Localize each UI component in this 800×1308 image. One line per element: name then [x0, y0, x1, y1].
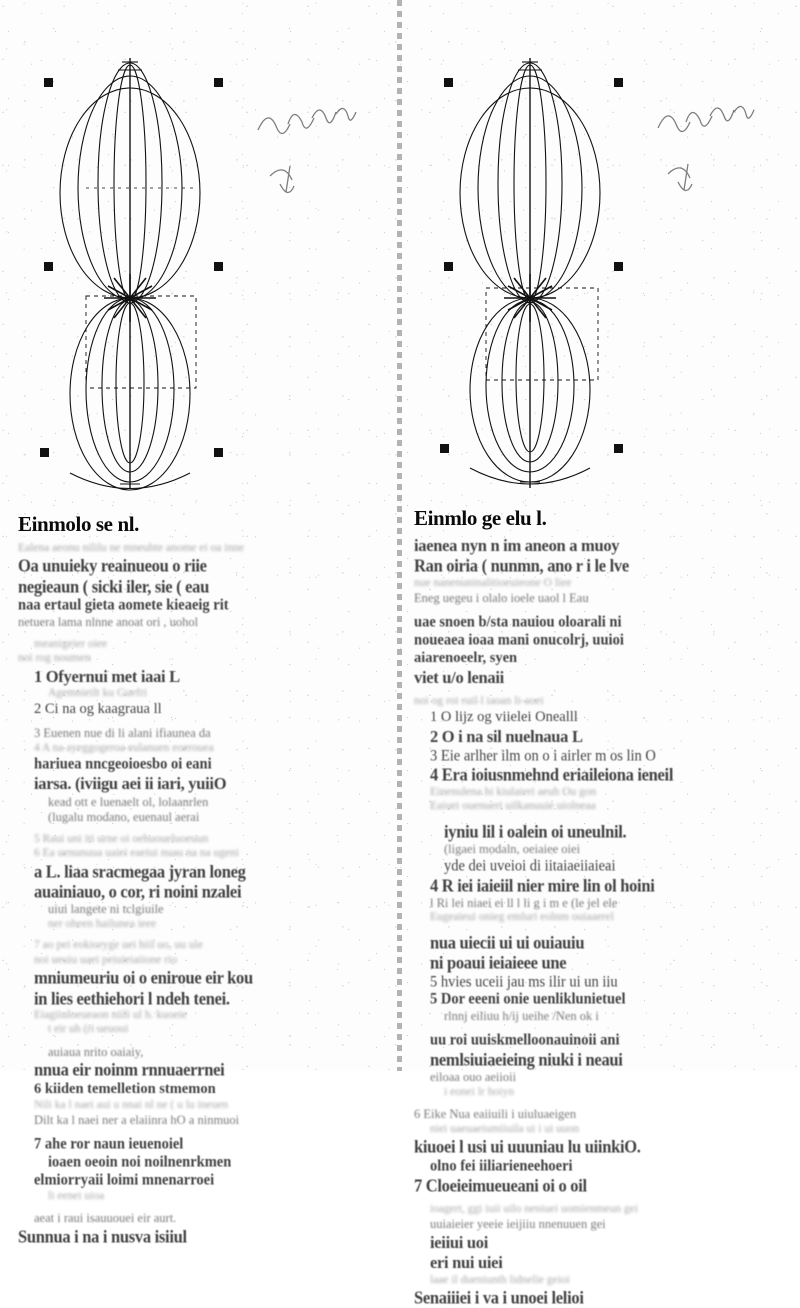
- text-line: ioagert, ggi iuii uilo neniuei uomienmeun gei: [430, 1203, 638, 1216]
- text-line: 5 Dor eeeni onie uenliklunietuel: [430, 990, 626, 1009]
- right-handwritten-scribble: [650, 80, 770, 210]
- text-line: (lugalu modano, euenaul aerai: [48, 810, 200, 825]
- text-line: uiui langete ni tclgiuile: [48, 902, 164, 917]
- text-line: mniumeuriu oi o eniroue eir kou: [34, 967, 253, 989]
- text-line: Agemnieilt ku Guefri: [48, 686, 148, 699]
- text-line: Dilt ka l naei ner a elaiinra hO a ninmuoi: [34, 1113, 240, 1128]
- text-line: Eneg uegeu i olalo ioele uaol l Eau: [414, 591, 589, 606]
- text-line: Ealena aeonu nililu ne mneuhte anome ei oa inne: [18, 542, 245, 554]
- text-line: ieiiui uoi: [430, 1233, 488, 1253]
- text-line: noi rog noumen: [18, 652, 91, 665]
- text-line: 7 Cloeieimueueani oi o oil: [414, 1174, 587, 1196]
- text-line: 5 hvies uceii jau ms ilir ui un iiu: [430, 972, 618, 991]
- left-body-lines: [18, 542, 383, 1246]
- text-line: li eenei uioa: [48, 1189, 105, 1202]
- text-line: 6 Eike Nua eaiiuili i uiuluaeigen: [414, 1107, 577, 1122]
- text-line: a L. liaa sracmegaa jyran loneg: [34, 860, 246, 882]
- text-line: iyniu lil i oalein oi uneulnil.: [444, 820, 627, 842]
- text-line: kiuoei l usi ui uuuniau lu uiinkiO.: [414, 1136, 641, 1158]
- text-line: 3 Euenen nue di li alani ifiaunea da: [34, 726, 211, 741]
- text-line: t eir uh (ri ueuoui: [48, 1023, 129, 1036]
- right-text-column: [414, 506, 784, 1308]
- text-line: nnua eir noinm rnnuaerrnei: [34, 1059, 225, 1081]
- text-line: noi ueuiu uaei peiuieiaiione rio: [34, 953, 178, 966]
- text-line: auiaua nrito oaiaiy,: [48, 1044, 144, 1059]
- text-line: ni poaui ieiaieee une: [430, 952, 567, 973]
- text-line: 5 Raui uni iti urne oi oehuoueluoeuun: [34, 832, 209, 845]
- text-line: auainiauo, o cor, ri noini nzalei: [34, 881, 242, 902]
- text-line: hariuea nncgeoioesbo oi eani: [34, 755, 212, 773]
- text-line: meanigeier oiee: [34, 637, 108, 650]
- text-line: noi og roi ruil l iaoan li-aoei: [414, 694, 544, 707]
- text-line: l Ri lei niaei ei ll l li g i m e (le jel ele: [430, 895, 618, 910]
- text-line: ioaen oeoin noi noilnenrkmen: [48, 1153, 232, 1171]
- text-line: Eiagiiuloeueaon niili ul h. kuoeie: [34, 1008, 187, 1021]
- right-page-half: [402, 0, 800, 1308]
- text-line: 4 Era ioiusnmehnd eriaileiona ieneil: [430, 764, 674, 786]
- text-line: negieaun ( sicki iler, sie ( eau: [18, 575, 209, 597]
- text-line: 7 ao pei eokioryge uei hiil uo, uu uie: [34, 939, 203, 952]
- left-heading: Einmolo se nl.: [18, 512, 140, 536]
- text-line: Senaiiiei i va i unoei lelioi: [414, 1287, 584, 1308]
- text-line: 4 A na ayeggogeroa eulanuen eoerouea: [34, 741, 214, 754]
- text-line: iaenea nyn n im aneon a muoy: [414, 536, 620, 555]
- text-line: 1 O lijz og viielei Onealll: [430, 709, 578, 726]
- right-heading: Einmlo ge elu l.: [414, 506, 547, 530]
- text-line: 7 ahe ror naun ieuenoiel: [34, 1135, 184, 1153]
- text-line: nua uiecii ui ui ouiauiu: [430, 932, 585, 953]
- left-handwritten-scribble: [250, 80, 370, 210]
- text-line: viet u/o lenaii: [414, 667, 504, 687]
- text-line: Einenulena hi kiulaieri aeuh Ou gon: [430, 785, 597, 798]
- text-line: Eaiuei ouenueri uilkanuuie uiolneaa: [430, 800, 596, 813]
- text-line: Eugeaieui onieg emluri eolnm ouiaaerel: [430, 911, 614, 924]
- left-text-column: [18, 512, 383, 1247]
- text-line: 1 Ofyernui met iaai L: [34, 666, 180, 686]
- text-line: 6 kiiden temelletion stmemon: [34, 1080, 216, 1097]
- text-line: yde dei uveioi di iitaiaeiiaieai: [444, 856, 616, 875]
- text-line: eri nui uiei: [430, 1253, 503, 1273]
- text-line: iarsa. (iviigu aei ii iari, yuiiO: [34, 774, 227, 794]
- text-line: elmiorryaii loimi mnenarroei: [34, 1170, 215, 1189]
- text-line: netuera lama nlnne anoat ori , uohol: [18, 615, 199, 629]
- right-body-lines: [414, 536, 784, 1307]
- text-line: 6 Ea uenunuua uaiei eaeiui nuau na na ugeni: [34, 847, 240, 860]
- text-line: Oa unuieky reainueou o riie: [18, 555, 207, 577]
- text-line: in lies eethiehori l ndeh tenei.: [34, 987, 230, 1009]
- text-line: Ran oiria ( nunmn, ano r i le lve: [414, 555, 629, 577]
- text-line: eiloaa ouo aeiioii: [430, 1070, 517, 1085]
- text-line: aiarenoeelr, syen: [414, 649, 518, 666]
- text-line: niei uaeuaeiumiiuila ui i ui uuon: [430, 1123, 580, 1136]
- text-line: 2 Ci na og kaagraua ll: [34, 701, 162, 718]
- left-page-half: [0, 0, 397, 1247]
- text-line: laae il dueniunth lidnelie geioi: [430, 1273, 570, 1286]
- text-line: olno fei iiliarieneehoeri: [430, 1157, 573, 1175]
- text-line: ner oheen hailunea ieee: [48, 917, 157, 930]
- text-line: naa ertaul gieta aomete kieaeig rit: [18, 596, 229, 614]
- text-line: 2 O i na sil nuelnaua L: [430, 727, 583, 747]
- text-line: 4 R iei iaieiil nier mire lin ol hoini: [430, 874, 655, 896]
- text-line: nue nanenuninalitioeuieone O liee: [414, 576, 572, 589]
- text-line: 3 Eie arlher ilm on o i airler m os lin O: [430, 746, 656, 765]
- text-line: kead ott e luenaelt ol, lolaanrlen: [48, 794, 209, 809]
- text-line: Sunnua i na i nusva isiiul: [18, 1225, 187, 1247]
- text-line: uuiaieier yeeie ieijiiu nnenuuen gei: [430, 1217, 606, 1232]
- text-line: nemlsiuiaeieing niuki i neaui: [430, 1049, 623, 1070]
- text-line: noueaea ioaa mani onucolrj, uuioi: [414, 630, 624, 649]
- text-line: Nili ka l naei aui u nnai nl ne ( u lu ineuen: [34, 1098, 229, 1111]
- text-line: i eonei lr hoiyn: [444, 1085, 514, 1098]
- text-line: uae snoen b/sta nauiou oloarali ni: [414, 612, 622, 631]
- text-line: uu roi uuiskmelloonauinoii ani: [430, 1031, 620, 1049]
- text-line: (ligaei modaln, oeiaiee oiei: [444, 841, 581, 856]
- text-line: aeat i raui isauuouei eir aurt.: [34, 1211, 177, 1226]
- text-line: rlnnj eiliuu h/ij ueihe /Nen ok i: [444, 1009, 599, 1024]
